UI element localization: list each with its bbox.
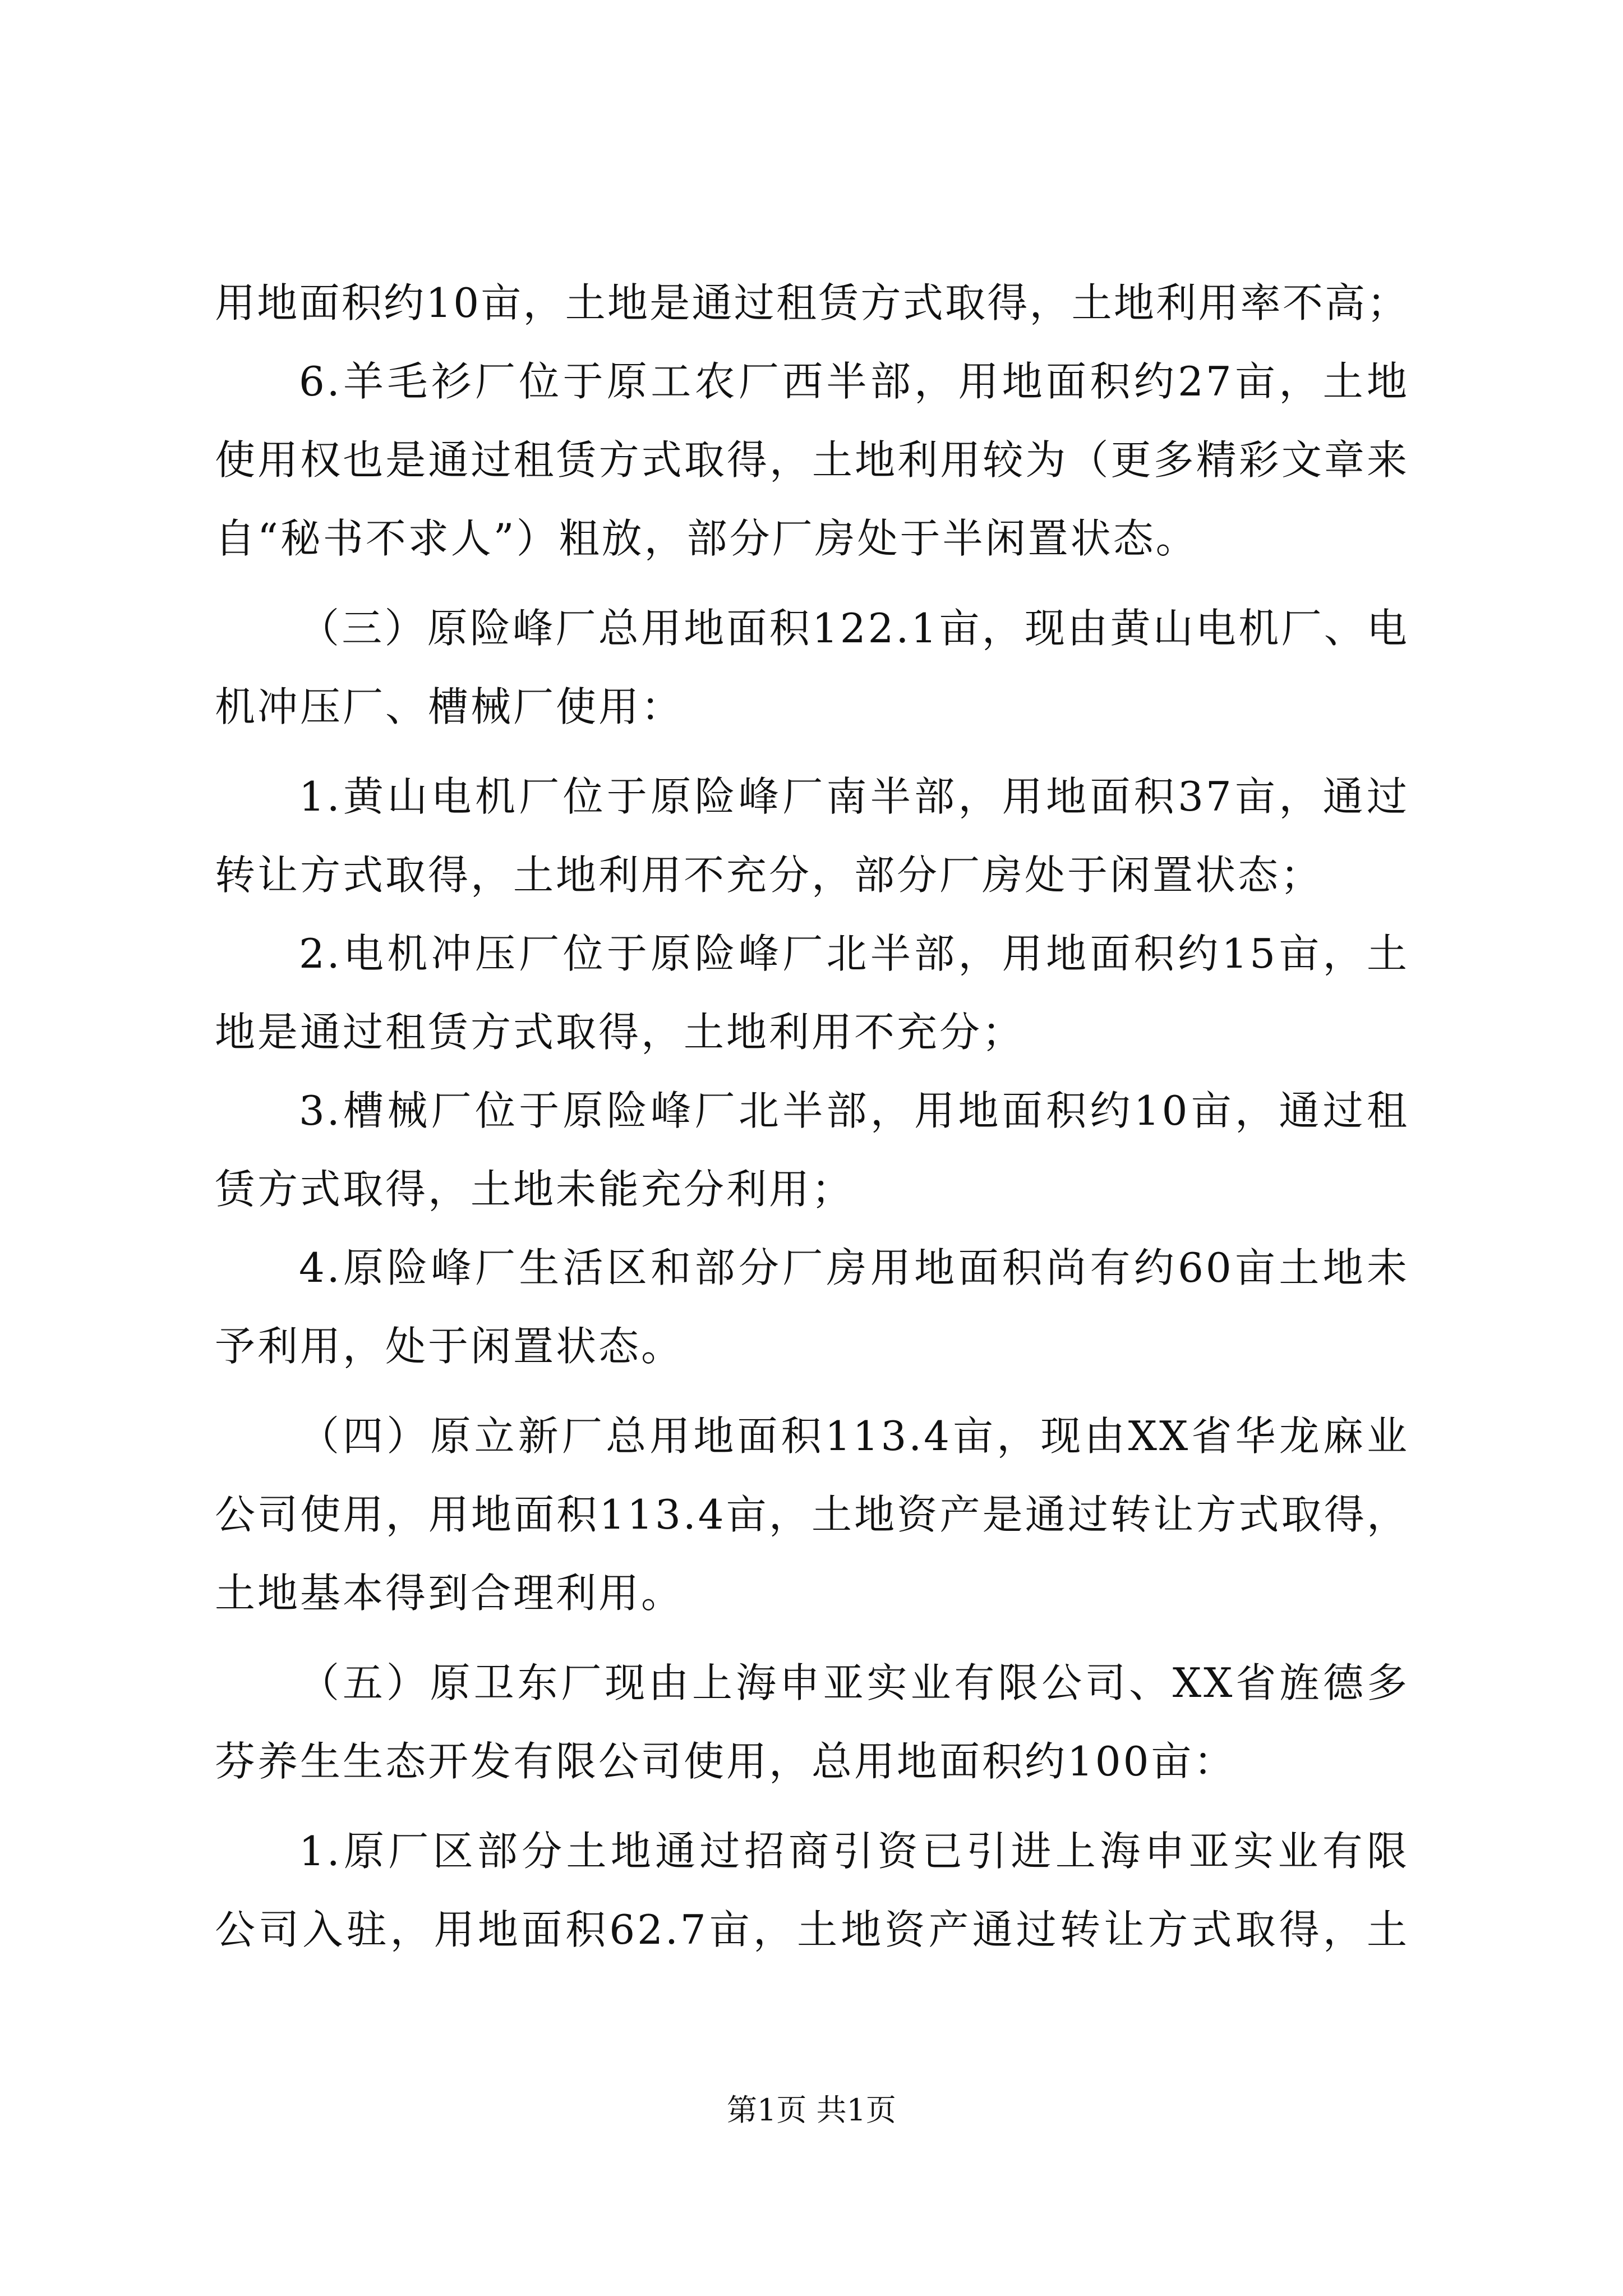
text-line-12: 赁方式取得，土地未能充分利用； xyxy=(215,1166,855,1213)
text-line-16: 公司使用，用地面积113.4亩，土地资产是通过转让方式取得， xyxy=(215,1491,1409,1538)
text-line-9: 2.电机冲压厂位于原险峰厂北半部，用地面积约15亩，土 xyxy=(299,930,1409,977)
text-line-19: 芬养生生态开发有限公司使用，总用地面积约100亩： xyxy=(215,1738,1237,1785)
text-line-5: （三）原险峰厂总用地面积122.1亩，现由黄山电机厂、电 xyxy=(299,605,1409,652)
text-line-3: 使用权也是通过租赁方式取得，土地利用较为（更多精彩文章来 xyxy=(215,436,1409,484)
text-line-11: 3.槽械厂位于原险峰厂北半部，用地面积约10亩，通过租 xyxy=(299,1087,1409,1134)
text-line-1: 用地面积约10亩，土地是通过租赁方式取得，土地利用率不高； xyxy=(215,279,1409,326)
text-line-4: 自“秘书不求人”）粗放，部分厂房处于半闲置状态。 xyxy=(215,515,1198,562)
text-line-20: 1.原厂区部分土地通过招商引资已引进上海申亚实业有限 xyxy=(299,1828,1409,1875)
page-footer: 第1页 共1页 xyxy=(727,2092,896,2128)
text-line-18: （五）原卫东厂现由上海申亚实业有限公司、XX省旌德多 xyxy=(299,1659,1409,1706)
text-line-17: 土地基本得到合理利用。 xyxy=(215,1570,684,1617)
text-line-7: 1.黄山电机厂位于原险峰厂南半部，用地面积37亩，通过 xyxy=(299,773,1409,820)
text-line-21: 公司入驻，用地面积62.7亩，土地资产通过转让方式取得，土 xyxy=(215,1906,1409,1953)
text-line-13: 4.原险峰厂生活区和部分厂房用地面积尚有约60亩土地未 xyxy=(299,1244,1409,1291)
text-line-2: 6.羊毛衫厂位于原工农厂西半部，用地面积约27亩，土地 xyxy=(299,358,1409,405)
text-line-15: （四）原立新厂总用地面积113.4亩，现由XX省华龙麻业 xyxy=(299,1412,1409,1460)
text-line-8: 转让方式取得，土地利用不充分，部分厂房处于闲置状态； xyxy=(215,852,1324,899)
text-line-10: 地是通过租赁方式取得，土地利用不充分； xyxy=(215,1009,1025,1056)
text-line-14: 予利用，处于闲置状态。 xyxy=(215,1323,684,1370)
text-line-6: 机冲压厂、槽械厂使用： xyxy=(215,683,684,730)
